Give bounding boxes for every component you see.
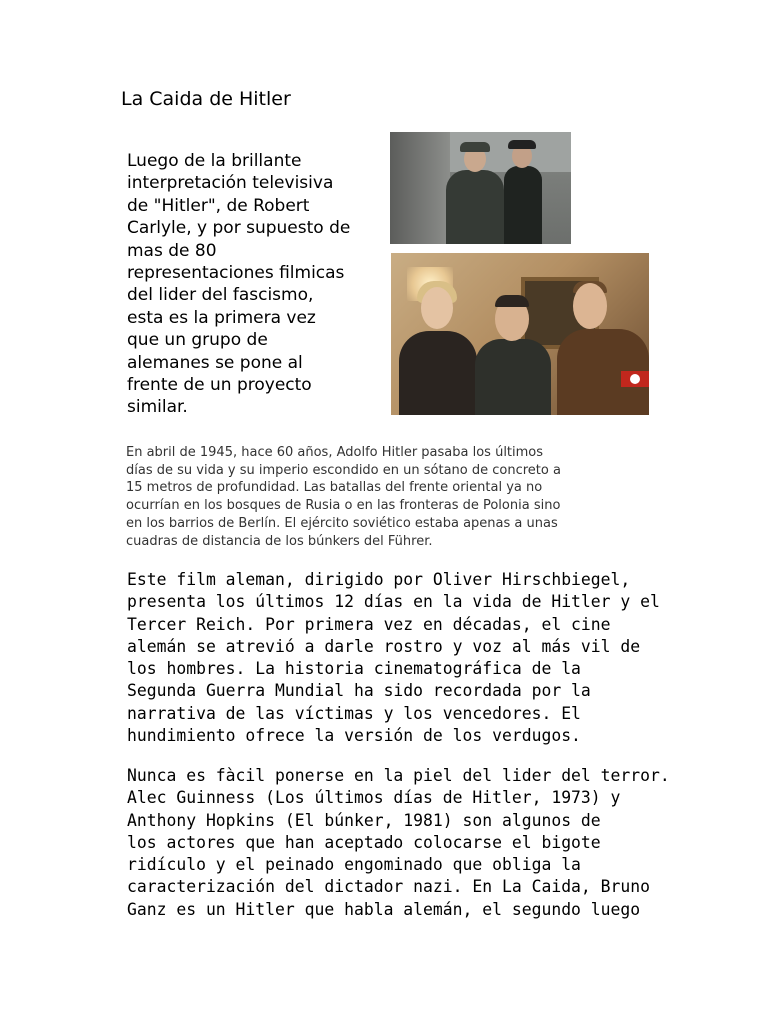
film-still-two-officers-image <box>390 132 571 244</box>
intro-paragraph <box>127 150 392 419</box>
context-line: 15 metros de profundidad. Las batallas del frente oriental ya no <box>126 480 543 496</box>
intro-line: que un grupo de <box>127 330 268 351</box>
paragraph-line: los hombres. La historia cinematográfica de la <box>127 659 581 679</box>
paragraph-line: alemán se atrevió a darle rostro y voz al más vil de <box>127 636 641 656</box>
intro-line: de "Hitler", de Robert <box>127 195 310 216</box>
photo-figure-coat <box>446 170 504 244</box>
film-description-paragraph <box>127 569 667 747</box>
intro-line: frente de un proyecto <box>127 375 312 396</box>
paragraph-line: ridículo y el peinado engominado que obliga la <box>127 855 581 875</box>
paragraph-line: Anthony Hopkins (El búnker, 1981) son algunos de <box>127 810 601 830</box>
intro-line: del lider del fascismo, <box>127 285 314 306</box>
context-line: días de su vida y su imperio escondido en un sótano de concreto a <box>126 462 561 478</box>
paragraph-line: presenta los últimos 12 días en la vida de Hitler y el <box>127 592 660 612</box>
intro-line: esta es la primera vez <box>127 307 316 328</box>
intro-line: Luego de la brillante <box>127 151 302 171</box>
paragraph-line: Segunda Guerra Mundial ha sido recordada por la <box>127 681 591 701</box>
context-line: ocurrían en los bosques de Rusia o en las fronteras de Polonia sino <box>126 498 561 514</box>
actors-paragraph <box>127 765 670 921</box>
intro-line: mas de 80 <box>127 240 217 261</box>
film-still-three-characters-image <box>391 253 649 415</box>
paragraph-line: Nunca es fàcil ponerse en la piel del lider del terror. <box>127 766 670 785</box>
photo-figure-coat <box>504 166 542 244</box>
document-title: La Caida de Hitler <box>121 88 291 110</box>
paragraph-line: los actores que han aceptado colocarse el bigote <box>127 832 601 852</box>
intro-line: representaciones filmicas <box>127 263 345 284</box>
context-line: en los barrios de Berlín. El ejército soviético estaba apenas a unas <box>126 515 558 531</box>
intro-line: interpretación televisiva <box>127 173 334 194</box>
photo-figure-hair <box>495 295 529 307</box>
paragraph-line: narrativa de las víctimas y los vencedores. El <box>127 703 581 723</box>
photo-figure-cap <box>508 140 536 149</box>
paragraph-line: Alec Guinness (Los últimos días de Hitler, 1973) y <box>127 788 621 808</box>
paragraph-line: Ganz es un Hitler que habla alemán, el segundo luego <box>127 899 641 919</box>
paragraph-line: hundimiento ofrece la versión de los verdugos. <box>127 726 581 746</box>
paragraph-line: Este film aleman, dirigido por Oliver Hirschbiegel, <box>127 570 631 589</box>
paragraph-line: Tercer Reich. Por primera vez en décadas, el cine <box>127 614 611 634</box>
context-paragraph <box>126 444 666 550</box>
paragraph-line: caracterización del dictador nazi. En La Caida, Bruno <box>127 877 651 897</box>
photo-figure-cap <box>460 142 490 152</box>
intro-line: similar. <box>127 397 188 418</box>
photo-armband-emblem <box>630 374 640 384</box>
photo-figure-head <box>573 283 607 329</box>
context-line: En abril de 1945, hace 60 años, Adolfo Hitler pasaba los últimos <box>126 445 544 460</box>
context-line: cuadras de distancia de los búnkers del Führer. <box>126 533 433 549</box>
photo-figure-dress <box>399 331 477 415</box>
photo-figure-head <box>421 287 453 329</box>
photo-figure-jacket <box>475 339 551 415</box>
photo-wall <box>390 132 450 244</box>
intro-line: Carlyle, y por supuesto de <box>127 218 351 239</box>
intro-line: alemanes se pone al <box>127 352 303 373</box>
